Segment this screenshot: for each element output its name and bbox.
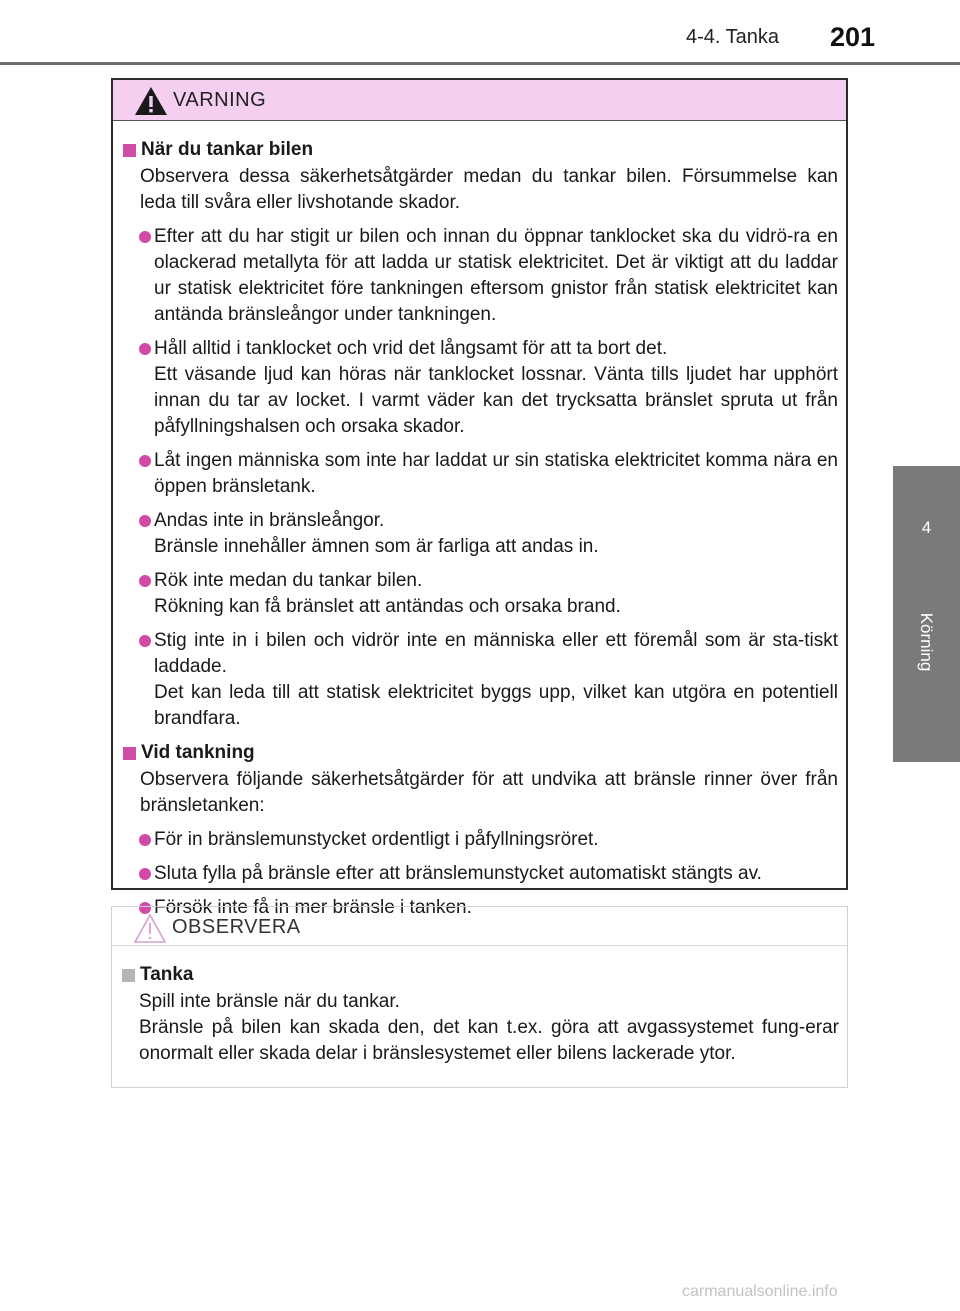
square-bullet-icon — [123, 747, 136, 760]
square-bullet-icon — [123, 144, 136, 157]
item-line: Försök inte få in mer bränsle i tanken. — [154, 897, 472, 918]
item-line: Låt ingen människa som inte har laddat ur sin statiska elektricitet komma nära en öppen bränsletank. — [154, 450, 838, 497]
page-number: 201 — [830, 22, 876, 52]
list-item — [123, 827, 838, 853]
bullet-icon — [139, 231, 151, 243]
list-item — [123, 336, 838, 440]
section-title: När du tankar bilen — [141, 139, 314, 160]
warning-header — [113, 80, 846, 121]
section-intro — [123, 767, 838, 819]
warning-content — [113, 121, 846, 921]
list-item — [123, 224, 838, 328]
section-heading — [123, 137, 838, 163]
item-line: För in bränslemunstycket ordentligt i påfyllningsröret. — [154, 829, 599, 850]
item-line: Det kan leda till att statisk elektricitet byggs upp, vilket kan utgöra en potentiell brandfara. — [154, 682, 838, 729]
bullet-icon — [139, 455, 151, 467]
note-content — [112, 946, 847, 1067]
item-line: Rökning kan få bränslet att antändas och orsaka brand. — [154, 596, 621, 617]
list-item — [123, 448, 838, 500]
bullet-icon — [139, 834, 151, 846]
item-line: Stig inte in i bilen och vidrör inte en människa eller ett föremål som är sta-tiskt laddade. — [154, 630, 838, 677]
intro-line: Observera dessa säkerhetsåtgärder medan du tankar bilen. Försummelse kan leda till svåra eller livshotande skador. — [140, 166, 838, 213]
item-line: Bränsle innehåller ämnen som är farliga att andas in. — [154, 536, 599, 557]
chapter-number: 4 — [921, 518, 932, 537]
item-line: Sluta fylla på bränsle efter att bränslemunstycket automatiskt stängts av. — [154, 863, 762, 884]
header-divider — [0, 62, 960, 65]
bullet-icon — [139, 575, 151, 587]
warning-triangle-icon — [133, 85, 169, 117]
intro-line: Bränsle på bilen kan skada den, det kan t.ex. göra att avgassystemet fung-erar onormalt eller skada delar i bränslesystemet eller bilens lackerade ytor. — [139, 1017, 839, 1064]
watermark: carmanualsonline.info — [682, 1283, 838, 1300]
chapter-tab[interactable] — [893, 466, 960, 762]
warning-label: VARNING — [173, 89, 267, 111]
warning-box — [111, 78, 848, 918]
list-item — [123, 568, 838, 620]
item-line: Håll alltid i tanklocket och vrid det långsamt för att ta bort det. — [154, 338, 668, 359]
note-box — [111, 906, 848, 1088]
list-item — [123, 861, 838, 887]
bullet-icon — [139, 868, 151, 880]
note-header — [112, 907, 847, 946]
section-intro — [122, 989, 839, 1067]
section-intro — [123, 164, 838, 216]
item-line: Andas inte in bränsleångor. — [154, 510, 385, 531]
item-line: Efter att du har stigit ur bilen och innan du öppnar tanklocket ska du vidrö-ra en olackerad metallyta för att ladda ur statisk elektricitet. Det är viktigt att du laddar ur statisk elektricitet före tankningen eftersom gnistor från statisk elektricitet kan antända bränsleångor under tankningen. — [154, 226, 838, 325]
bullet-icon — [139, 635, 151, 647]
list-item — [123, 508, 838, 560]
section-title: 4-4. Tanka — [686, 26, 780, 48]
list-item — [123, 628, 838, 732]
item-line: Ett väsande ljud kan höras när tanklocket lossnar. Vänta tills ljudet har upphört innan du tar av locket. I varmt väder kan det trycksatta bränslet spruta ut från påfyllningshalsen och orsaka skador. — [154, 364, 838, 437]
caution-triangle-icon — [132, 912, 168, 944]
note-label: OBSERVERA — [172, 916, 301, 938]
section-title: Vid tankning — [141, 742, 255, 763]
section-title: Tanka — [140, 964, 194, 985]
bullet-icon — [139, 343, 151, 355]
chapter-label: Körning — [917, 612, 936, 672]
intro-line: Spill inte bränsle när du tankar. — [139, 991, 400, 1012]
item-line: Rök inte medan du tankar bilen. — [154, 570, 423, 591]
square-bullet-icon — [122, 969, 135, 982]
intro-line: Observera följande säkerhetsåtgärder för att undvika att bränsle rinner över från bränsletanken: — [140, 769, 838, 816]
section-heading — [122, 962, 839, 988]
section-heading — [123, 740, 838, 766]
bullet-icon — [139, 515, 151, 527]
